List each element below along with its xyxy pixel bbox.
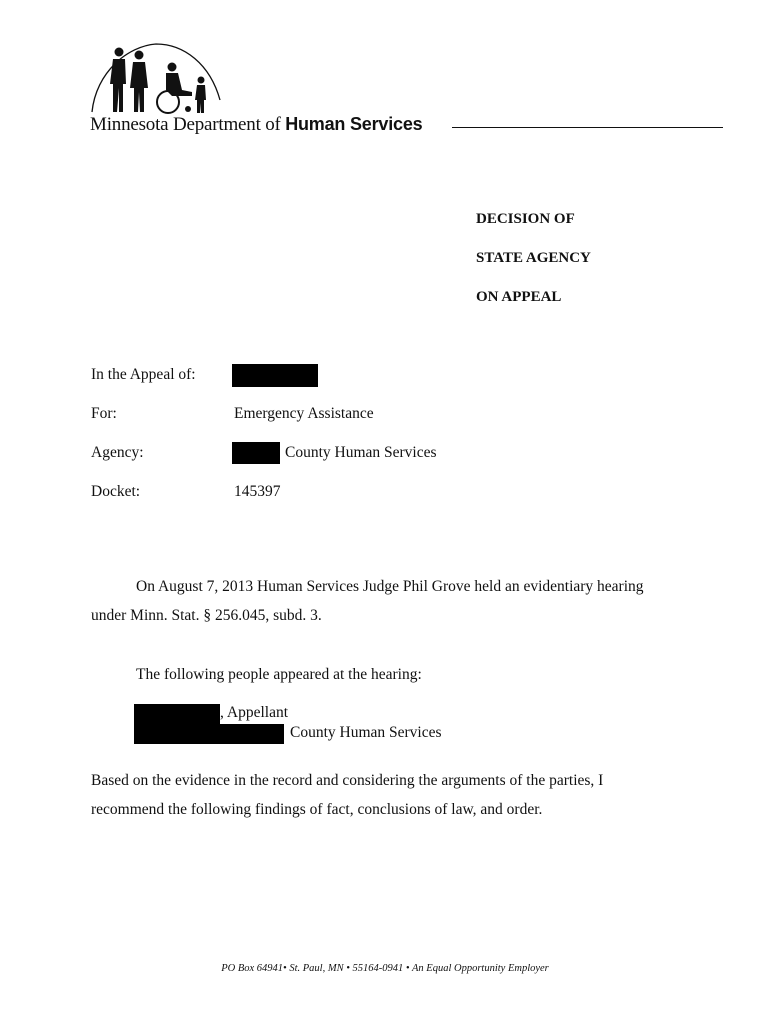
title-line-3: ON APPEAL xyxy=(476,289,562,305)
redacted-appellant-name xyxy=(232,364,318,387)
paragraph-2: The following people appeared at the hearing: xyxy=(136,666,422,683)
department-name-regular: Minnesota Department of xyxy=(90,114,281,135)
appeal-of-label: In the Appeal of: xyxy=(91,366,196,383)
for-label: For: xyxy=(91,405,117,422)
agency-value: County Human Services xyxy=(285,444,437,461)
paragraph-3-line-2: recommend the following findings of fact, conclusions of law, and order. xyxy=(91,801,543,818)
appearance-appellant: , Appellant xyxy=(220,704,289,721)
header-rule xyxy=(452,127,723,128)
agency-label: Agency: xyxy=(91,444,144,461)
redacted-county-name xyxy=(232,442,280,464)
docket-value: 145397 xyxy=(234,483,281,500)
redacted-agency-representative xyxy=(134,724,284,744)
for-value: Emergency Assistance xyxy=(234,405,374,422)
docket-label: Docket: xyxy=(91,483,141,500)
title-line-2: STATE AGENCY xyxy=(476,250,591,266)
department-name-bold: Human Services xyxy=(285,114,423,134)
paragraph-1-line-2: under Minn. Stat. § 256.045, subd. 3. xyxy=(91,607,322,624)
redacted-appellant-name-2 xyxy=(134,704,220,724)
dhs-logo-icon xyxy=(88,42,228,116)
paragraph-3-line-1: Based on the evidence in the record and considering the arguments of the parties, I xyxy=(91,772,604,789)
paragraph-1-line-1: On August 7, 2013 Human Services Judge Phil Grove held an evidentiary hearing xyxy=(136,578,644,595)
footer-address: PO Box 64941• St. Paul, MN • 55164-0941 • An Equal Opportunity Employer xyxy=(221,963,549,974)
title-line-1: DECISION OF xyxy=(476,211,575,227)
department-name xyxy=(90,114,422,136)
appearance-agency: County Human Services xyxy=(290,724,442,741)
